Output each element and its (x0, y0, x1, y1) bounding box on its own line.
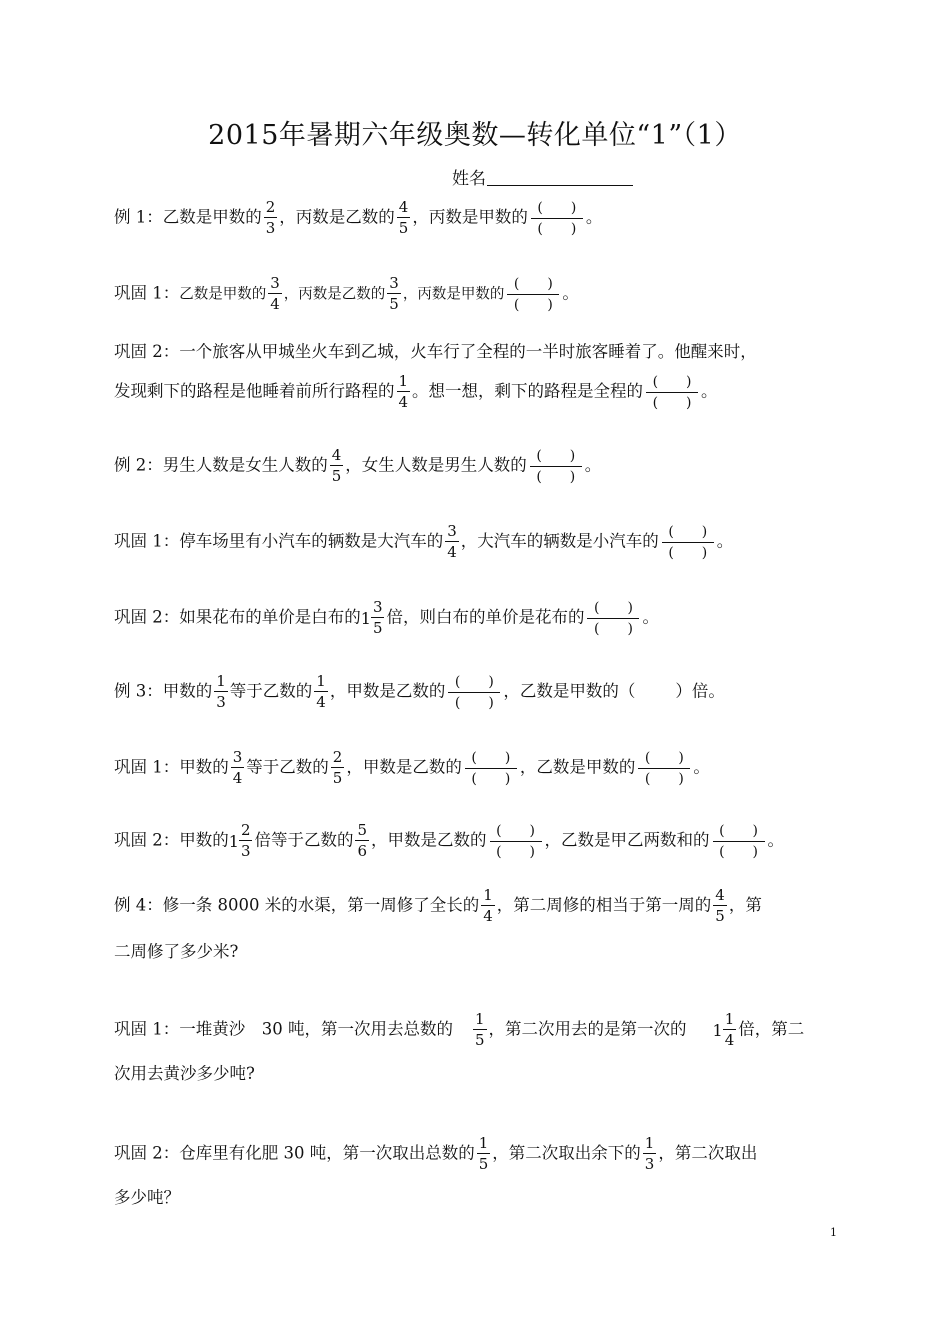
practice-3-1 (114, 750, 710, 786)
text: ，乙数是甲数的（ (503, 681, 636, 701)
answer-blank-fraction[interactable] (507, 277, 559, 312)
fraction (355, 823, 369, 859)
text: ，第二次取出 (658, 1143, 758, 1163)
denominator: 5 (715, 907, 725, 925)
text: ，第 (728, 895, 762, 915)
example-3-label: 例 3： (114, 681, 163, 701)
denominator: 4 (270, 295, 280, 313)
denominator: 4 (447, 543, 457, 561)
answer-blank-fraction[interactable] (646, 375, 698, 410)
denominator: 5 (389, 295, 399, 313)
example-1 (114, 200, 602, 236)
text: ，第二次用去的是第一次的 (488, 1019, 687, 1039)
answer-blank-fraction[interactable] (638, 751, 690, 786)
example-4-label: 例 4： (114, 895, 163, 915)
whole-part: 1 (712, 1020, 723, 1040)
example-2-label: 例 2： (114, 455, 163, 475)
text: ，第二次取出余下的 (492, 1143, 641, 1163)
blank-denominator: ( ) (594, 620, 633, 637)
whole-part: 1 (228, 831, 239, 851)
text: 甲数的 (162, 681, 213, 701)
blank-numerator: ( ) (646, 375, 698, 393)
blank-numerator: ( ) (587, 601, 639, 619)
text: ，丙数是甲数的 (412, 207, 528, 227)
practice-label: 巩固 1： (114, 757, 180, 777)
mixed-number (361, 600, 387, 636)
blank-denominator: ( ) (536, 468, 576, 485)
text: ，乙数是甲乙两数和的 (544, 830, 710, 850)
text: 乙数是甲数的 (162, 207, 262, 227)
text: 。 (693, 757, 710, 777)
denominator: 3 (265, 219, 276, 237)
practice-2-2 (114, 600, 659, 636)
answer-blank-fraction[interactable] (531, 201, 583, 236)
fraction (713, 888, 727, 924)
fraction (387, 276, 401, 312)
answer-blank-fraction[interactable] (713, 824, 765, 859)
practice-2-1 (114, 524, 733, 560)
name-field (452, 164, 633, 189)
blank-numerator: ( ) (531, 201, 583, 219)
fraction (268, 276, 282, 312)
text: 一堆黄沙 30 吨，第一次用去总数的 (179, 1019, 453, 1039)
denominator: 5 (398, 219, 409, 237)
text: 。想一想，剩下的路程是全程的 (412, 381, 644, 401)
practice-1-1 (114, 276, 579, 312)
blank-numerator: ( ) (507, 277, 559, 295)
text: ，女生人数是男生人数的 (345, 455, 527, 475)
blank-numerator: ( ) (662, 525, 714, 543)
numerator: 3 (270, 274, 280, 292)
example-2 (114, 448, 601, 484)
text: 发现剩下的路程是他睡着前所行路程的 (114, 381, 395, 401)
text: ，第二周修的相当于第一周的 (496, 895, 712, 915)
fraction (371, 600, 385, 636)
text: ，丙数是乙数的 (279, 207, 395, 227)
text: ，甲数是乙数的 (329, 681, 446, 701)
denominator: 5 (332, 769, 343, 787)
practice-4-2-line-2: 多少吨？ (114, 1188, 180, 1207)
text: 倍等于乙数的 (254, 830, 354, 850)
fraction (331, 750, 345, 786)
denominator: 4 (232, 769, 243, 787)
practice-label: 巩固 2： (114, 1143, 180, 1163)
numerator: 2 (265, 198, 276, 216)
numerator: 3 (389, 274, 399, 292)
fraction (445, 524, 459, 560)
numerator: 2 (240, 821, 251, 839)
blank-numerator: ( ) (638, 751, 690, 769)
text: 如果花布的单价是白布的 (179, 607, 361, 627)
practice-label: 巩固 1： (114, 283, 180, 303)
page-title: 2015年暑期六年级奥数—转化单位“1”（1） (208, 120, 742, 151)
denominator: 5 (478, 1155, 489, 1173)
denominator: 5 (331, 467, 342, 485)
numerator: 1 (475, 1010, 485, 1028)
numerator: 4 (331, 446, 342, 464)
text: 停车场里有小汽车的辆数是大汽车的 (179, 531, 444, 551)
fraction (473, 1012, 487, 1048)
mixed-number (713, 1012, 739, 1048)
numerator: 1 (483, 886, 493, 904)
denominator: 3 (240, 842, 251, 860)
practice-4-1-line-2: 次用去黄沙多少吨? (114, 1064, 255, 1083)
practice-1-2-line-1: 巩固 2：一个旅客从甲城坐火车到乙城，火车行了全程的一半时旅客睡着了。他醒来时， (114, 342, 757, 361)
numerator: 3 (372, 598, 383, 616)
denominator: 6 (357, 842, 368, 860)
fraction (214, 674, 228, 710)
denominator: 4 (483, 907, 493, 925)
text: 等于乙数的 (229, 681, 313, 701)
answer-blank-fraction[interactable] (587, 601, 639, 636)
text: ，乙数是甲数的 (519, 757, 636, 777)
numerator: 1 (216, 672, 226, 690)
text: 。 (585, 207, 603, 227)
denominator: 3 (216, 693, 226, 711)
blank-numerator: ( ) (713, 824, 765, 842)
fraction (481, 888, 495, 924)
denominator: 3 (644, 1155, 655, 1173)
text: 。 (562, 283, 579, 303)
answer-blank-fraction[interactable] (490, 824, 542, 859)
numerator: 4 (398, 198, 409, 216)
blank-denominator: ( ) (652, 394, 692, 411)
blank-numerator: ( ) (448, 675, 500, 693)
text: 。 (701, 381, 718, 401)
example-4-line-2: 二周修了多少米? (114, 942, 239, 961)
example-4-line-1 (114, 888, 762, 924)
practice-label: 巩固 2： (114, 830, 180, 850)
text: 甲数的 (179, 830, 229, 850)
text: 。 (584, 455, 602, 475)
denominator: 5 (372, 619, 383, 637)
text: 甲数的 (179, 757, 229, 777)
answer-blank-fraction[interactable] (662, 525, 714, 560)
blank-numerator: ( ) (465, 751, 517, 769)
numerator: 3 (232, 748, 243, 766)
text: 男生人数是女生人数的 (162, 455, 328, 475)
numerator: 1 (478, 1134, 489, 1152)
blank-denominator: ( ) (537, 220, 577, 237)
answer-blank-fraction[interactable] (465, 751, 517, 786)
practice-label: 巩固 2： (114, 607, 180, 627)
fraction (264, 200, 278, 236)
text: 仓库里有化肥 30 吨，第一次取出总数的 (179, 1143, 475, 1163)
denominator: 4 (398, 393, 409, 411)
mixed-number (229, 823, 255, 859)
practice-label: 巩固 1： (114, 531, 180, 551)
page-number: 1 (830, 1226, 837, 1239)
fraction (231, 750, 245, 786)
blank-denominator: ( ) (668, 544, 708, 561)
name-label: 姓名 (452, 169, 486, 189)
answer-blank-fraction[interactable] (448, 675, 500, 710)
numerator: 5 (357, 821, 368, 839)
text: ）倍。 (675, 681, 725, 701)
blank-denominator: ( ) (513, 296, 553, 313)
blank-denominator: ( ) (496, 843, 535, 860)
numerator: 2 (332, 748, 343, 766)
fraction (643, 1136, 657, 1172)
fraction (239, 823, 253, 859)
blank-denominator: ( ) (719, 843, 758, 860)
practice-label: 巩固 1： (114, 1019, 180, 1039)
whole-part: 1 (360, 608, 371, 628)
text: ，甲数是乙数的 (346, 757, 462, 777)
text: ，丙数是乙数的 (283, 286, 386, 303)
fraction (477, 1136, 491, 1172)
text: 修一条 8000 米的水渠，第一周修了全长的 (162, 895, 480, 915)
denominator: 4 (724, 1031, 735, 1049)
fraction (314, 674, 328, 710)
text: 倍，第二 (738, 1019, 805, 1039)
blank-numerator: ( ) (490, 824, 542, 842)
blank-numerator: ( ) (530, 449, 582, 467)
numerator: 1 (644, 1134, 655, 1152)
fraction (397, 374, 411, 410)
denominator: 4 (316, 693, 326, 711)
blank-denominator: ( ) (644, 770, 684, 787)
practice-4-2-line-1 (114, 1136, 757, 1172)
text: ，丙数是甲数的 (402, 286, 505, 303)
text: 等于乙数的 (246, 757, 329, 777)
text: 倍，则白布的单价是花布的 (386, 607, 585, 627)
numerator: 3 (447, 522, 457, 540)
denominator: 5 (475, 1031, 485, 1049)
text: 。 (642, 607, 659, 627)
example-3 (114, 674, 725, 710)
numerator: 1 (398, 372, 409, 390)
fraction (330, 448, 344, 484)
numerator: 1 (724, 1010, 735, 1028)
practice-4-1-line-1 (114, 1012, 804, 1048)
text: 。 (767, 830, 785, 850)
blank-denominator: ( ) (454, 694, 494, 711)
practice-1-2-line-2 (114, 374, 718, 410)
numerator: 4 (715, 886, 725, 904)
numerator: 1 (316, 672, 326, 690)
answer-blank-fraction[interactable] (530, 449, 582, 484)
fraction (397, 200, 411, 236)
blank-denominator: ( ) (471, 770, 511, 787)
fraction (723, 1012, 737, 1048)
text: ，甲数是乙数的 (371, 830, 487, 850)
example-1-label: 例 1： (114, 207, 163, 227)
name-blank-line[interactable] (487, 165, 633, 186)
practice-3-2 (114, 823, 784, 859)
text: 。 (716, 531, 734, 551)
text: 乙数是甲数的 (179, 286, 267, 303)
text: ，大汽车的辆数是小汽车的 (460, 531, 659, 551)
